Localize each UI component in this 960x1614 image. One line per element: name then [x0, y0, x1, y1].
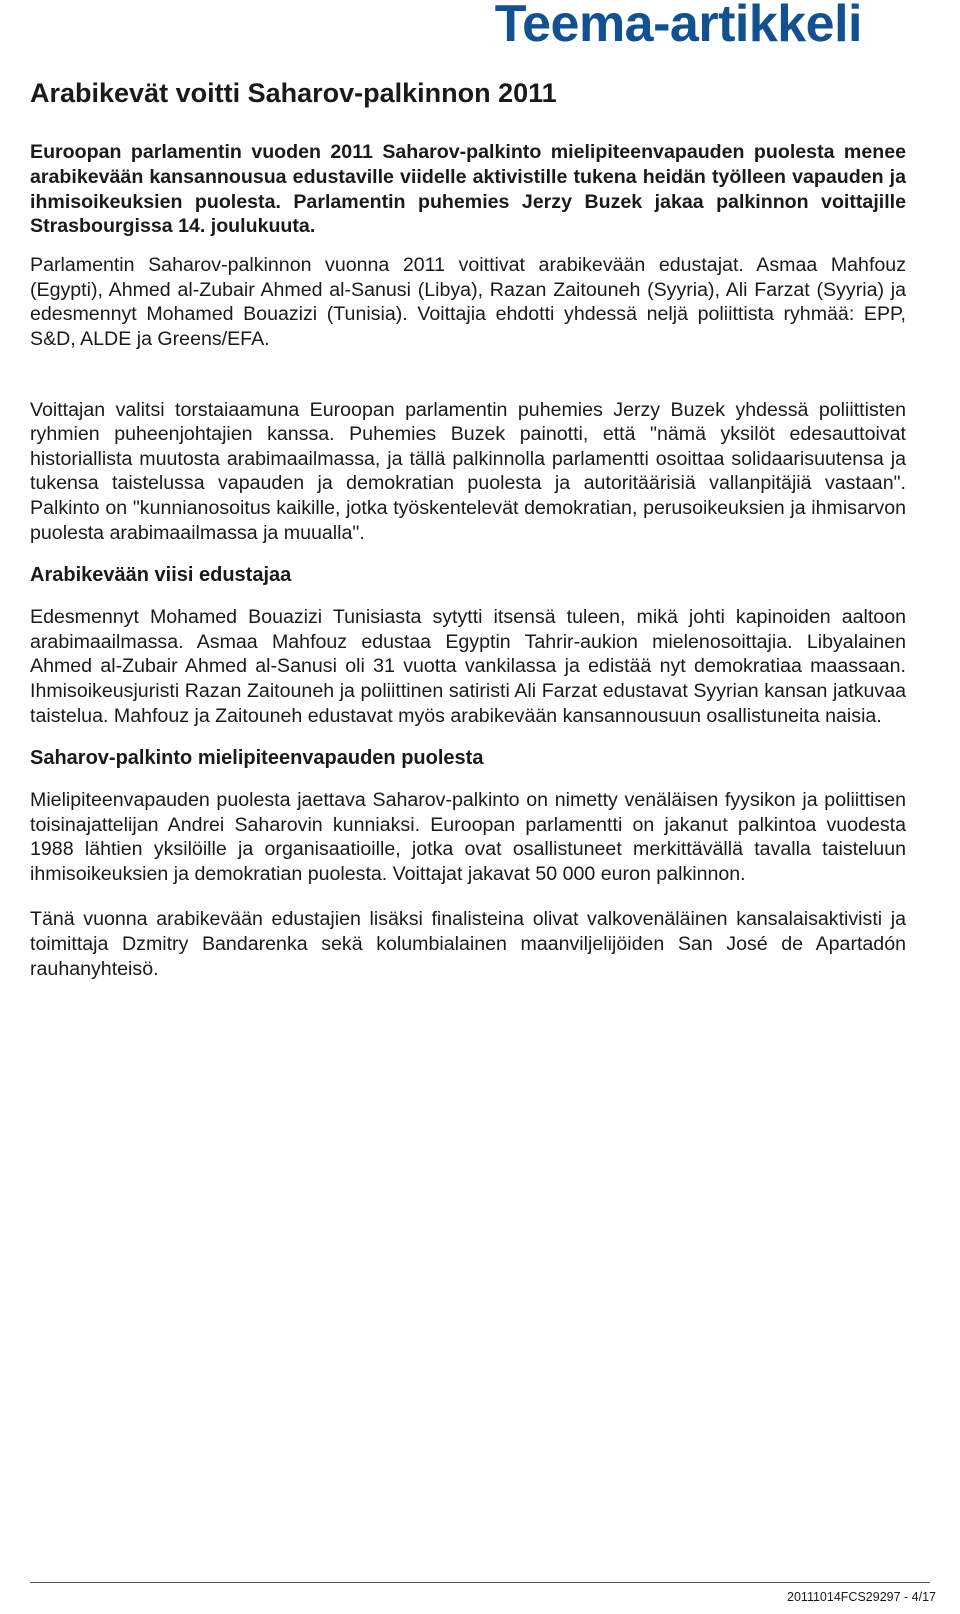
article-body: [30, 140, 906, 981]
article-title: Arabikevät voitti Saharov-palkinnon 2011: [30, 78, 557, 108]
lead-paragraph: Euroopan parlamentin vuoden 2011 Saharov-palkinto mielipiteenvapauden puolesta menee arabikevään kansannousua edustaville viidelle aktivistille tukena heidän työlleen vapauden ja ihmisoikeuksien puolesta. Parlamentin puhemies Jerzy Buzek jakaa palkinnon voittajille Strasbourgissa 14. joulukuuta.: [30, 141, 906, 238]
section-label: Teema-artikkeli: [494, 0, 862, 53]
body-paragraph: Voittajan valitsi torstaiaamuna Euroopan parlamentin puhemies Jerzy Buzek yhdessä poliittisten ryhmien puheenjohtajien kanssa. Puhemies Buzek painotti, että "nämä yksilöt edesauttoivat historiallista muutosta arabimaailmassa, ja tällä palkinnolla parlamentti osoittaa solidaarisuutensa ja tukensa taistelussa vapauden ja demokratian puolesta ja autoritäärisiä vallanpitäjiä vastaan". Palkinto on "kunnianosoitus kaikille, jotka työskentelevät demokratian, perusoikeuksien ja ihmisarvon puolesta arabimaailmassa ja muualla".: [30, 398, 906, 544]
section-heading: Arabikevään viisi edustajaa: [30, 564, 292, 587]
closing-paragraph: Tänä vuonna arabikevään edustajien lisäksi finalisteina olivat valkovenäläinen kansalaisaktivisti ja toimittaja Dzmitry Bandarenka sekä kolumbialainen maanviljelijöiden San José de Apartadón rauhanyhteisö.: [30, 908, 906, 980]
footer-divider: [30, 1582, 930, 1583]
page-reference: 20111014FCS29297 - 4/17: [787, 1590, 936, 1604]
section-paragraph: Edesmennyt Mohamed Bouazizi Tunisiasta sytytti itsensä tuleen, mikä johti kapinoiden aaltoon arabimaailmassa. Asmaa Mahfouz edustaa Egyptin Tahrir-aukion mielenosoittajia. Libyalainen Ahmed al-Zubair Ahmed al-Sanusi oli 31 vuotta vankilassa ja edistää nyt demokratiaa maassaan. Ihmisoikeusjuristi Razan Zaitouneh ja poliittinen satiristi Ali Farzat edustavat Syyrian kansan jatkuvaa taistelua. Mahfouz ja Zaitouneh edustavat myös arabikevään kansannousuun osallistuneita naisia.: [30, 606, 906, 727]
body-paragraph: Parlamentin Saharov-palkinnon vuonna 2011 voittivat arabikevään edustajat. Asmaa Mahfouz (Egypti), Ahmed al-Zubair Ahmed al-Sanusi (Libya), Razan Zaitouneh (Syyria), Ali Farzat (Syyria) ja edesmennyt Mohamed Bouazizi (Tunisia). Voittajia ehdotti yhdessä neljä poliittista ryhmää: EPP, S&D, ALDE ja Greens/EFA.: [30, 254, 906, 350]
section-heading: Saharov-palkinto mielipiteenvapauden puolesta: [30, 747, 484, 770]
section-paragraph: Mielipiteenvapauden puolesta jaettava Saharov-palkinto on nimetty venäläisen fyysikon ja poliittisen toisinajattelijan Andrei Saharovin kunniaksi. Euroopan parlamentti on jakanut palkintoa vuodesta 1988 lähtien yksilöille ja organisaatioille, jotka ovat osallistuneet merkittävällä tavalla taisteluun ihmisoikeuksien ja demokratian puolesta. Voittajat jakavat 50 000 euron palkinnon.: [30, 789, 906, 885]
